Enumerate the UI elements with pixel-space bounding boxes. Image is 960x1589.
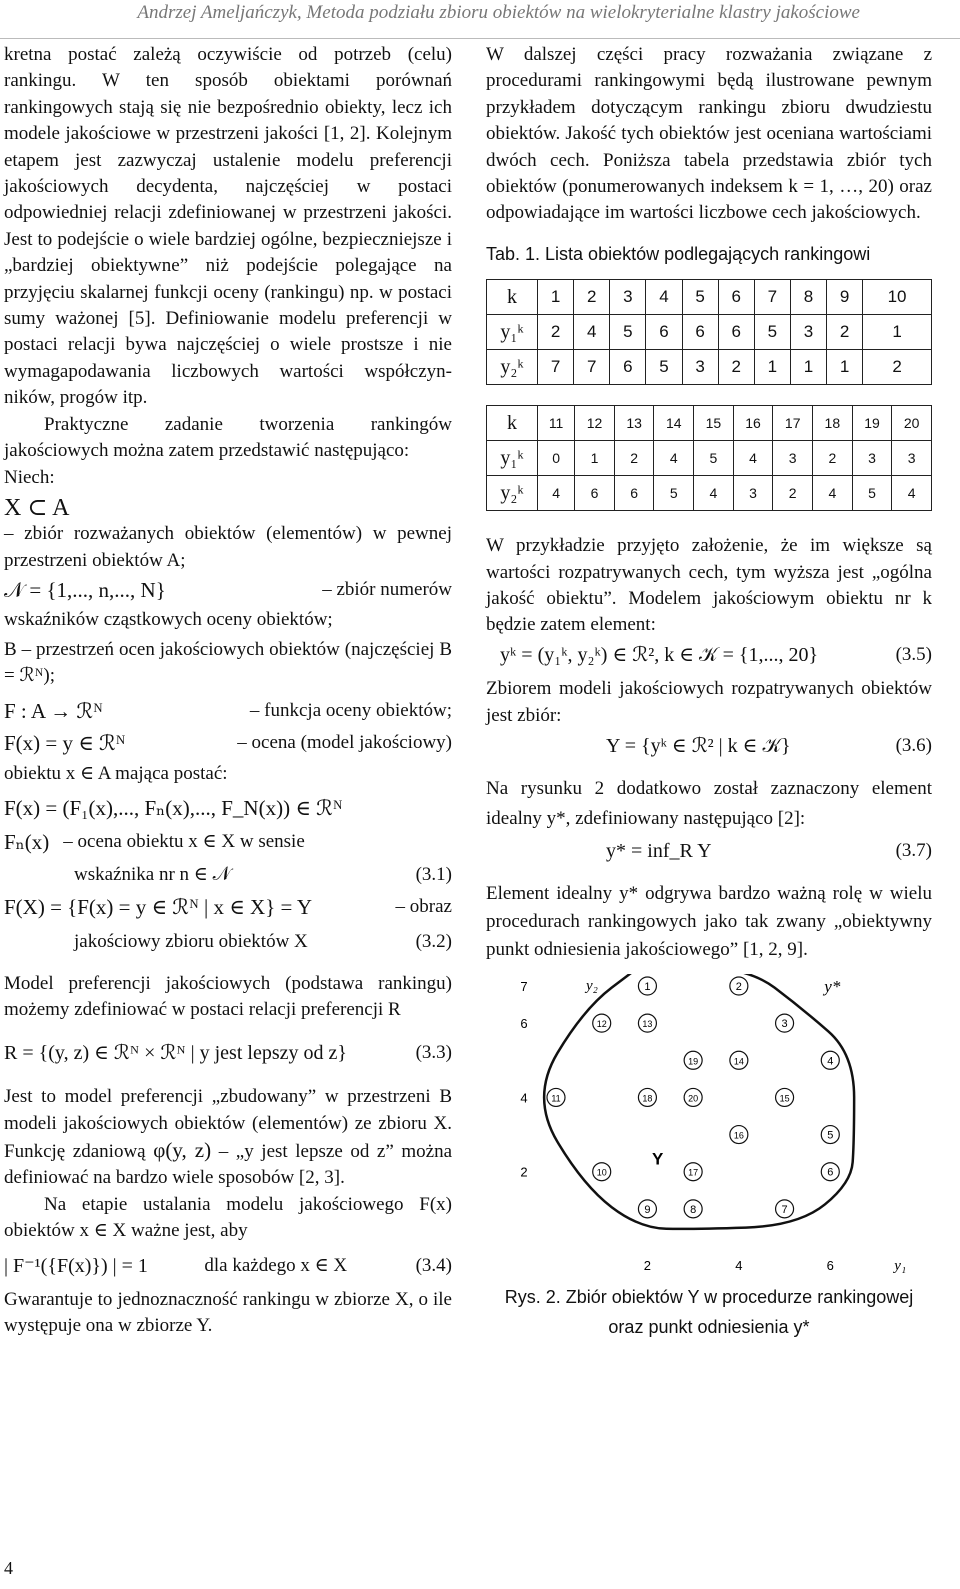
table-cell: 6: [718, 315, 754, 350]
data-point-label: 3: [781, 1018, 788, 1031]
text-span: Jest to model preferencji „zbudowany” w przestrzeni B modeli jakościowych obiektów (elementów) ze zbioru X. Funkcję zdaniową: [4, 1086, 452, 1163]
math-fx: F(x) = y ∈ ℛᴺ: [4, 731, 126, 756]
table-cell: 3: [773, 441, 813, 476]
table-cell: 2: [718, 350, 754, 385]
data-point-label: 19: [688, 1056, 699, 1067]
equation-3-1: [4, 862, 452, 888]
table-cell: 8: [790, 280, 826, 315]
table-cell: 1: [575, 441, 615, 476]
data-point-label: 4: [827, 1055, 834, 1068]
data-point-label: 13: [642, 1019, 653, 1030]
text-span: ważne jest, aby: [131, 1220, 248, 1242]
running-title: Andrzej Ameljańczyk, Metoda podziału zbioru obiektów na wielokryterialne klastry jakościowe: [137, 2, 860, 23]
equation-3-4: [4, 1253, 452, 1279]
table-cell: 5: [610, 315, 646, 350]
table-cell: 5: [654, 476, 694, 511]
table-cell: 6: [610, 350, 646, 385]
left-column: [4, 42, 452, 1340]
data-point-label: 10: [596, 1167, 607, 1178]
text-span: obiektów: [4, 1220, 75, 1242]
table-cell: 2: [773, 476, 813, 511]
table-cell: 1: [790, 350, 826, 385]
table-header-cell: y₂ᵏ: [487, 350, 538, 385]
table-cell: 3: [733, 476, 773, 511]
table-cell: 20: [892, 406, 932, 441]
equation-number: (3.2): [415, 930, 452, 952]
equation-number: (3.1): [415, 863, 452, 885]
table-cell: 6: [682, 315, 718, 350]
table-row: [487, 406, 932, 441]
table-cell: 14: [654, 406, 694, 441]
definition-text: – zbiór numerów: [322, 579, 452, 601]
table-cell: 1: [863, 315, 932, 350]
math-ideal-element: y* = inf_R Y: [606, 839, 712, 862]
data-point-label: 12: [596, 1019, 607, 1030]
table-cell: 3: [610, 280, 646, 315]
paragraph: Na rysunku 2 dodatkowo został zaznaczony element idealny y*, zdefiniowany następująco [2]:: [486, 777, 932, 829]
table-cell: 2: [827, 315, 863, 350]
table-cell: 13: [614, 406, 654, 441]
data-point-label: 8: [690, 1203, 697, 1216]
table-cell: 1: [827, 350, 863, 385]
table-cell: 6: [575, 476, 615, 511]
table-cell: 5: [646, 350, 682, 385]
definition-text: – zbiór rozważanych obiektów (elementów) w pewnej przestrzeni obiektów A;: [4, 523, 452, 571]
data-point-label: 5: [827, 1129, 834, 1142]
definition-text: – ocena obiektu x ∈ X w sensie: [63, 831, 305, 853]
table-header-cell: y₁ᵏ: [487, 315, 538, 350]
data-point-label: 7: [781, 1203, 788, 1216]
y-axis-label: y₂: [586, 977, 598, 994]
text-span: Na etapie ustalania modelu jakościowego: [44, 1193, 404, 1215]
definition-text: dla każdego x ∈ X: [204, 1254, 348, 1276]
equation-number: (3.5): [895, 643, 932, 665]
data-point-label: 6: [827, 1166, 834, 1179]
figure-caption: oraz punkt odniesienia y*: [608, 1317, 810, 1338]
math-f-mapping: F : A → ℛᴺ: [4, 698, 103, 723]
definition-fx: [4, 730, 452, 756]
table-cell: 4: [892, 476, 932, 511]
equation-fx-vector: [4, 795, 452, 821]
table-cell: 3: [892, 441, 932, 476]
math-object-model: yᵏ = (y₁ᵏ, y₂ᵏ) ∈ ℛ², k ∈ 𝒦 = {1,..., 20}: [500, 643, 819, 666]
table-cell: 4: [813, 476, 853, 511]
table-cell: 5: [694, 441, 734, 476]
paragraph: Element idealny y* odgrywa bardzo ważną rolę w wielu procedurach rankingowych jako tak zwany „obiektywny punkt odniesienia jakościowego” [1, 2, 9].: [486, 882, 932, 960]
paragraph: Model preferencji jakościowych (podstawa rankingu) możemy zdefiniować w postaci relacji preferencji R: [4, 973, 452, 1021]
table-cell: 1: [754, 350, 790, 385]
definition-text: – funkcja oceny obiektów;: [249, 699, 452, 721]
definition-f: [4, 698, 452, 724]
table-cell: 12: [575, 406, 615, 441]
data-point-label: 1: [644, 980, 651, 993]
paragraph: [4, 1192, 452, 1245]
table-cell: 2: [813, 441, 853, 476]
y-tick-label: 4: [520, 1090, 528, 1106]
table-cell: 6: [614, 476, 654, 511]
definition-text: – ocena (model jakościowy): [237, 732, 452, 754]
table-cell: 4: [646, 280, 682, 315]
data-point-label: 14: [733, 1056, 744, 1067]
data-point-label: 15: [779, 1093, 790, 1104]
definition-text: – obraz: [395, 896, 452, 918]
definition-n: [4, 577, 452, 603]
figure-caption: Rys. 2. Zbiór obiektów Y w procedurze rankingowej: [504, 1287, 914, 1308]
math-fx: F(x): [419, 1193, 452, 1215]
math-phi: φ(y, z): [153, 1138, 212, 1163]
x-tick-label: 4: [735, 1257, 743, 1273]
table-cell: 4: [654, 441, 694, 476]
equation-3-6: [486, 733, 932, 759]
running-header: [0, 0, 960, 39]
paragraph: Praktyczne zadanie tworzenia rankingów jakościowych można zatem przedstawić następująco:: [4, 413, 452, 462]
table-header-cell: k: [487, 280, 538, 315]
math-uniqueness: | F⁻¹({F(x)}) | = 1: [4, 1254, 148, 1277]
definition-x: [4, 495, 452, 521]
definition-text: obiektu x ∈ A mająca postać:: [4, 762, 228, 784]
equation-number: (3.7): [895, 839, 932, 861]
data-point-label: 9: [644, 1203, 651, 1216]
y-tick-label: 7: [520, 978, 528, 994]
paragraph: [4, 1084, 452, 1192]
table-cell: 6: [646, 315, 682, 350]
paragraph: kretna postać zależą oczywiście od potrzeb (celu) rankingu. W ten sposób obiektami porównań rankingowych stają się nie bezpośrednio obiekty, lecz ich modele jakościowe w przestrzeni jakości [1, 2]. Kolejnym etapem jest zazwyczaj ustalenie modelu preferencji jakościowych decydenta, najczęściej w postaci odpowiedniej relacji zdefiniowanej w przestrzeni jakości. Jest to podejście o wiele bardziej ogólne, bezpieczniejsze i „bardziej obiektywne” niż podejście polegające na przyjęciu skalarnej funkcji oceny (rankingu) np. w postaci sumy ważonej [5]. Definiowanie modelu preferencji w postaci relacji bywa najczęściej o wiele prostsze i nie wymagapodawania liczbowych wartości współczyn-ników, progów itp.: [4, 44, 452, 409]
table-cell: 2: [538, 315, 574, 350]
equation-3-7: [486, 838, 932, 864]
table-cell: 6: [718, 280, 754, 315]
table-row: [487, 350, 932, 385]
table-cell: 10: [863, 280, 932, 315]
table-cell: 11: [538, 406, 575, 441]
data-point-label: 16: [733, 1130, 744, 1141]
paragraph: Zbiorem modeli jakościowych rozpatrywanych obiektów jest zbiór:: [486, 678, 932, 726]
paragraph: W przykładzie przyjęto założenie, że im większe są wartości rozpatrywanych cech, tym wyższa jest „ogólna jakość obiektu”. Modelem jakościowym obiektu nr k będzie zatem element:: [486, 535, 932, 636]
table-caption: Tab. 1. Lista obiektów podlegających rankingowi: [486, 243, 871, 264]
math-x-in-x: x ∈ X: [79, 1220, 127, 1242]
data-point-label: 17: [688, 1167, 699, 1178]
table-cell: 3: [852, 441, 892, 476]
ideal-point-label: y*: [824, 976, 841, 996]
definition-text: jakościowy zbioru obiektów X: [74, 930, 308, 952]
x-tick-label: 2: [643, 1257, 652, 1273]
table-cell: 15: [694, 406, 734, 441]
equation-fX: [4, 894, 452, 920]
table-objects-1-10: [486, 279, 932, 385]
equation-number: (3.6): [895, 735, 932, 757]
y-tick-label: 6: [520, 1016, 528, 1032]
table-cell: 5: [852, 476, 892, 511]
table-header-cell: k: [487, 406, 538, 441]
math-image-set: F(X) = {F(x) = y ∈ ℛᴺ | x ∈ X} = Y: [4, 895, 312, 920]
equation-number: (3.4): [415, 1254, 452, 1276]
table-row: [487, 280, 932, 315]
table-row: [487, 441, 932, 476]
table-cell: 5: [754, 315, 790, 350]
page-number: 4: [4, 1558, 13, 1578]
table-cell: 9: [827, 280, 863, 315]
equation-3-5: [486, 642, 932, 668]
table-cell: 2: [574, 280, 610, 315]
x-tick-label: 6: [826, 1257, 834, 1273]
math-model-set: Y = {yᵏ ∈ ℛ² | k ∈ 𝒦}: [606, 735, 791, 758]
niech-label: Niech:: [4, 466, 55, 488]
equation-3-2: [4, 929, 452, 955]
table-cell: 16: [733, 406, 773, 441]
table-cell: 4: [574, 315, 610, 350]
math-x-subset-a: X ⊂ A: [4, 494, 70, 521]
table-cell: 7: [538, 350, 574, 385]
data-point-label: 2: [735, 980, 742, 993]
table-cell: 4: [538, 476, 575, 511]
table-cell: 18: [813, 406, 853, 441]
table-cell: 3: [682, 350, 718, 385]
table-header-cell: y₂ᵏ: [487, 476, 538, 511]
table-objects-11-20: [486, 405, 932, 511]
table-cell: 7: [574, 350, 610, 385]
table-cell: 1: [538, 280, 574, 315]
table-row: [487, 315, 932, 350]
data-point-label: 18: [642, 1093, 653, 1104]
math-fn: Fₙ(x): [4, 830, 50, 855]
data-point-label: 20: [688, 1093, 699, 1104]
table-cell: 3: [790, 315, 826, 350]
math-index-set: 𝒩 = {1,..., n,..., N}: [4, 578, 166, 603]
right-column: [486, 42, 932, 1342]
table-cell: 0: [538, 441, 575, 476]
equation-3-3: [4, 1040, 452, 1066]
set-label: Y: [652, 1149, 664, 1169]
definition-b: B – przestrzeń ocen jakościowych obiektów (najczęściej B = ℛᴺ);: [4, 638, 452, 687]
math-fx-vector: F(x) = (F₁(x),..., Fₙ(x),..., F_N(x)) ∈ ℛᴺ: [4, 795, 343, 820]
equation-fn: [4, 829, 452, 855]
text-span: – „y jest lepsze od z” można definiować na bardzo wiele sposobów [2, 3].: [4, 1141, 453, 1189]
table-cell: 2: [614, 441, 654, 476]
table-cell: 19: [852, 406, 892, 441]
table-cell: 17: [773, 406, 813, 441]
paragraph: W dalszej części pracy rozważania związane z procedurami rankingowymi będą ilustrowane pewnym przykładem dotyczącym rankingu zbioru dwudziestu obiektów. Jakość tych obiektów jest oceniana wartościami dwóch cech. Poniższa tabela przedstawia zbiór tych obiektów (ponumerowanych indeksem k = 1, …, 20) oraz odpowiadające im wartości liczbowe cech jakościowych.: [486, 44, 932, 224]
data-point-label: 11: [551, 1093, 561, 1104]
table-cell: 4: [733, 441, 773, 476]
math-relation-r: R = {(y, z) ∈ ℛᴺ × ℛᴺ | y jest lepszy od z}: [4, 1041, 347, 1064]
table-cell: 4: [694, 476, 734, 511]
paragraph: Gwarantuje to jednoznaczność rankingu w zbiorze X, o ile występuje ona w zbiorze Y.: [4, 1289, 452, 1337]
table-cell: 2: [863, 350, 932, 385]
definition-text: wskaźnika nr n ∈ 𝒩: [74, 863, 231, 885]
table-cell: 7: [754, 280, 790, 315]
definition-text: wskaźników cząstkowych oceny obiektów;: [4, 608, 333, 630]
x-axis-label: y₁: [894, 1257, 907, 1274]
figure-2: [486, 974, 932, 1342]
table-header-cell: y₁ᵏ: [487, 441, 538, 476]
y-tick-label: 2: [520, 1164, 528, 1180]
equation-number: (3.3): [415, 1041, 452, 1063]
table-row: [487, 476, 932, 511]
table-cell: 5: [682, 280, 718, 315]
scatter-chart: [486, 974, 932, 1274]
